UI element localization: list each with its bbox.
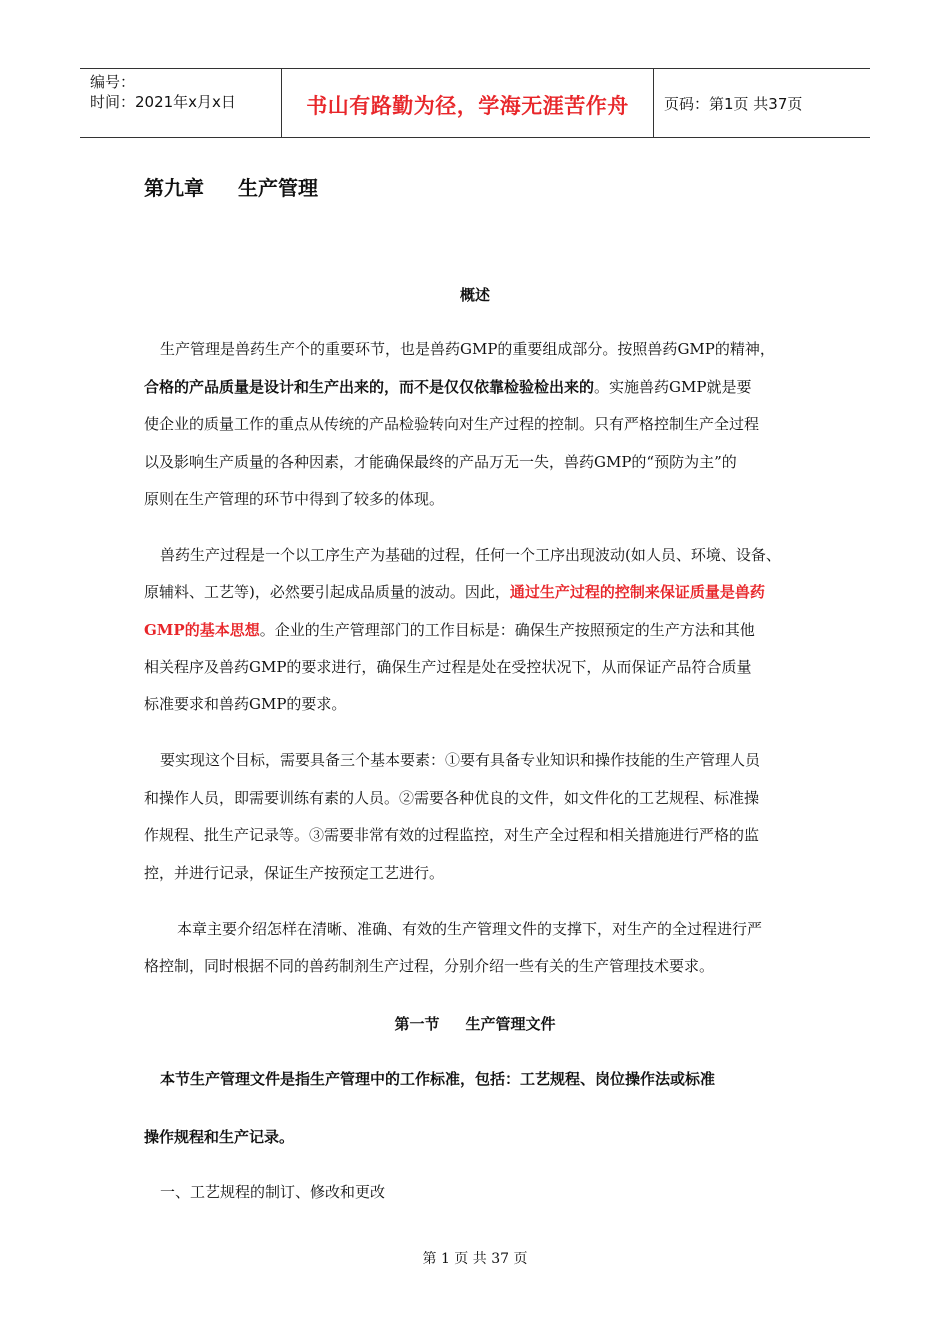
section-number: 第一节 bbox=[394, 1015, 440, 1033]
page-footer: 第 1 页 共 37 页 bbox=[422, 1251, 528, 1267]
p1-line2-rest: 。实施兽药GMP就是要 bbox=[594, 378, 752, 396]
p4-line1: 本章主要介绍怎样在清晰、准确、有效的生产管理文件的支撑下，对生产的全过程进行严 bbox=[177, 920, 763, 938]
p2-line2-pre: 原辅料、工艺等)，必然要引起成品质量的波动。因此， bbox=[144, 583, 510, 601]
header-motto-cell bbox=[282, 69, 654, 137]
overview-title: 概述 bbox=[459, 286, 490, 304]
p2-red-text-1: 通过生产过程的控制来保证质量是兽药 bbox=[509, 583, 765, 601]
section-intro-bold: 操作规程和生产记录。 bbox=[144, 1128, 295, 1146]
p2-red-text-2: GMP的基本思想 bbox=[144, 621, 260, 639]
p2-line3 bbox=[144, 619, 755, 640]
p1-line2 bbox=[144, 376, 751, 397]
p3-line1: 要实现这个目标，需要具备三个基本要素：①要有具备专业知识和操作技能的生产管理人员 bbox=[160, 751, 761, 769]
chapter-name: 生产管理 bbox=[238, 176, 318, 200]
p2-line2 bbox=[144, 581, 765, 602]
p2-line4: 相关程序及兽药GMP的要求进行，确保生产过程是处在受控状况下，从而保证产品符合质量 bbox=[144, 658, 752, 676]
chapter-number: 第九章 bbox=[144, 176, 204, 200]
header-page-info: 页码：第1页 共37页 bbox=[664, 94, 803, 113]
time-label: 时间：2021年x月x日 bbox=[90, 93, 236, 111]
p2-line5: 标准要求和兽药GMP的要求。 bbox=[144, 695, 347, 713]
p2-line1: 兽药生产过程是一个以工序生产为基础的过程，任何一个工序出现波动(如人员、环境、设备、 bbox=[160, 546, 781, 564]
p4-line2: 格控制，同时根据不同的兽药制剂生产过程，分别介绍一些有关的生产管理技术要求。 bbox=[144, 957, 715, 975]
p1-line5: 原则在生产管理的环节中得到了较多的体现。 bbox=[144, 490, 445, 508]
p3-line2: 和操作人员，即需要训练有素的人员。②需要各种优良的文件，如文件化的工艺规程、标准操 bbox=[144, 789, 760, 807]
section-intro-line2 bbox=[144, 1126, 294, 1147]
page-header bbox=[80, 68, 870, 138]
p3-line4: 控，并进行记录，保证生产按预定工艺进行。 bbox=[144, 864, 445, 882]
chapter-heading bbox=[144, 172, 318, 201]
section-heading bbox=[0, 1013, 950, 1034]
p2-line3-rest: 。企业的生产管理部门的工作目标是：确保生产按照预定的生产方法和其他 bbox=[259, 621, 755, 639]
section-name: 生产管理文件 bbox=[465, 1015, 556, 1033]
p3-line3: 作规程、批生产记录等。③需要非常有效的过程监控，对生产全过程和相关措施进行严格的监 bbox=[144, 826, 760, 844]
header-meta bbox=[80, 69, 282, 137]
header-motto: 书山有路勤为径，学海无涯苦作舟 bbox=[306, 94, 629, 118]
section-item-1: 一、工艺规程的制订、修改和更改 bbox=[160, 1183, 386, 1201]
p1-bold-text: 合格的产品质量是设计和生产出来的，而不是仅仅依靠检验检出来的 bbox=[144, 378, 595, 396]
section-intro-line1: 本节生产管理文件是指生产管理中的工作标准，包括：工艺规程、岗位操作法或标准 bbox=[160, 1070, 716, 1088]
p1-line3: 使企业的质量工作的重点从传统的产品检验转向对生产过程的控制。只有严格控制生产全过程 bbox=[144, 415, 760, 433]
p1-line1: 生产管理是兽药生产个的重要环节，也是兽药GMP的重要组成部分。按照兽药GMP的精神， bbox=[160, 340, 775, 358]
p1-line4: 以及影响生产质量的各种因素，才能确保最终的产品万无一失，兽药GMP的“预防为主”的 bbox=[144, 453, 737, 471]
number-label: 编号： bbox=[90, 73, 136, 91]
